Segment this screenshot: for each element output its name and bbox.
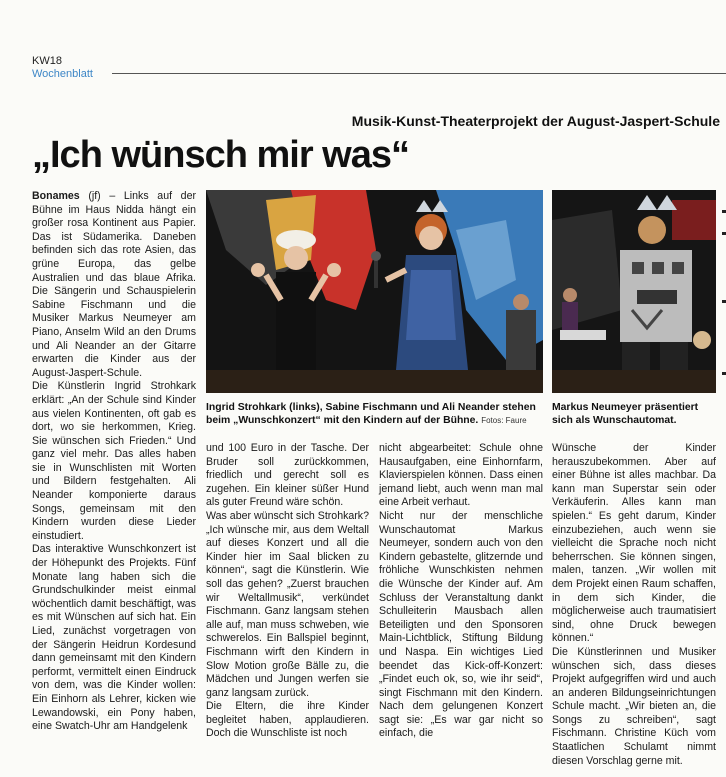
lead-text: (jf) – Links auf der Bühne im Haus Nidda hängt ein großer rosa Kontinent aus Papier. Das ist Südamerika. Daneben befinden sich das rote Asien, das grüne Europa, das gelbe Australien und das blaue Afrika. Die Sängerin und Schauspielerin Sabine Fischmann und die Musiker Markus Neumeyer am Piano, Anselm Wild an den Drums und Ali Neander an der Gitarre erwarten die Kinder aus der August-Jaspert-Schule.: [32, 190, 196, 379]
page-edge-mark: [722, 210, 726, 213]
text-column-1: [32, 190, 196, 734]
text-column-4: [552, 442, 716, 768]
wish-machine-illustration: [552, 190, 716, 393]
stage-photo-side: [552, 190, 716, 393]
text-column-2: [206, 442, 369, 741]
page-header: [32, 55, 93, 81]
paragraph: und 100 Euro in der Tasche. Der Bruder soll zurückkommen, friedlich und gerecht soll es zugehen. Ein kleiner süßer Hund als guter Freund wäre schön.: [206, 442, 369, 509]
header-rule: [112, 73, 726, 74]
paragraph: Was aber wünscht sich Strohkark? „Ich wünsche mir, aus dem Weltall auf dieses Konzert und all die Kinder hier im Saal blicken zu können“, sagt die Künstlerin. Wie soll das gehen? „Zuerst brauchen wir Weltallmusik“, verkündet Fischmann. Ganz langsam stehen alle auf, man muss schweben, wie schwerelos. Ein Ballspiel beginnt, Fischmann wirft den Kindern in Slow Motion große Bälle zu, die Mädchen und Jungen werfen sie ganz langsam zurück.: [206, 509, 369, 699]
page-edge-mark: [722, 300, 726, 303]
paragraph: Die Künstlerinnen und Musiker wünschen sich, dass dieses Projekt aufgegriffen wird und auch an anderen Bildungseinrichtungen Schule macht. „Wir bieten an, die Songs zu schreiben“, sagt Fischmann. Christine Küch vom Staatlichen Schulamt nimmt diesen Vorschlag gerne mit.: [552, 645, 716, 767]
side-photo-caption: Markus Neumeyer präsentiert sich als Wunschautomat.: [552, 402, 699, 426]
main-photo-caption: [206, 401, 543, 427]
paragraph: Wünsche der Kinder herauszubekommen. Aber auf einer Bühne ist alles machbar. Da kann man Superstar sein oder Verkäuferin. Alles kann man spielen.“ Es geht darum, Kinder einzubeziehen, auch wenn sie vielleicht die Sprache noch nicht beherrschen. Sie können singen, malen, tanzen. „Wir wollen mit dem Projekt einen Raum schaffen, in dem sich Kinder, die möglicherweise auch traumatisiert sind, ohne Druck bewegen können.“: [552, 442, 716, 645]
stage-photo-main: [206, 190, 543, 393]
page-edge-mark: [722, 232, 726, 235]
caption-text: Ingrid Strohkark (links), Sabine Fischmann und Ali Neander stehen beim „Wunschkonzert“ mit den Kindern auf der Bühne.: [206, 402, 536, 426]
article-headline: „Ich wünsch mir was“: [32, 134, 409, 176]
paragraph: nicht abgearbeitet: Schule ohne Hausaufgaben, eine Einhornfarm, Klavierspielen können. Dass einen jemand liebt, auch wenn man mal eine Arbeit verhaut.: [379, 442, 543, 509]
paragraph: Nicht nur der menschliche Wunschautomat Markus Neumeyer, sondern auch von den Kindern gebastelte, glitzernde und fröhliche Wunschkisten nehmen die Wünsche der Kinder auf. Am Schluss der Veranstaltung dankt Schulleiterin Mausbach allen Beteiligten und den Sponsoren Main-Lichtblick, Stiftung Bildung und Naspa. Ein wichtiges Lied beendet das Kick-off-Konzert: „Findet euch ok, so, wie ihr seid“, singt Fischmann mit den Kindern. Nach dem gelungenen Konzert sagt sie: „Es war gar nicht so einfach, die: [379, 509, 543, 740]
photo-credit: Fotos: Faure: [481, 416, 527, 425]
paragraph: Das interaktive Wunschkonzert ist der Höhepunkt des Projekts. Fünf Monate lang haben sich die Grundschulkinder meist einmal wöchentlich damit beschäftigt, was es mit Wünschen auf sich hat. Ein Lied, zunächst vorgetragen von der Sängerin Heidrun Kordesund dann gemeinsamt mit den Kindern performt, vermittelt einen Eindruck von dem, was die Kinder wollen: Ein Einhorn als Lehrer, kicken wie Lewandowski, ein Pony haben, eine Swatch-Uhr am Handgelenk: [32, 543, 196, 733]
lead-paragraph: [32, 190, 196, 380]
article-kicker: Musik-Kunst-Theaterprojekt der August-Jaspert-Schule: [351, 113, 720, 129]
page-edge-mark: [722, 372, 726, 375]
text-column-3: [379, 442, 543, 741]
section-name: Wochenblatt: [32, 68, 93, 80]
paragraph: Die Eltern, die ihre Kinder begleitet haben, applaudieren. Doch die Wunschliste ist noch: [206, 700, 369, 740]
stage-photo-illustration: [206, 190, 543, 393]
week-label: KW18: [32, 55, 62, 67]
paragraph: Die Künstlerin Ingrid Strohkark erklärt: „An der Schule sind Kinder aus vielen Kontinenten, oft gab es dort, wo sie herkommen, Krieg. Sie wünschen sich Frieden.“ Und ganz viel mehr. Das alles haben sie in Wunschlisten mit Worten und Bildern festgehalten. Ali Neander komponierte daraus Songs, gemeinsam mit den Kindern wurden diese Lieder einstudiert.: [32, 380, 196, 542]
dateline: Bonames: [32, 190, 80, 202]
